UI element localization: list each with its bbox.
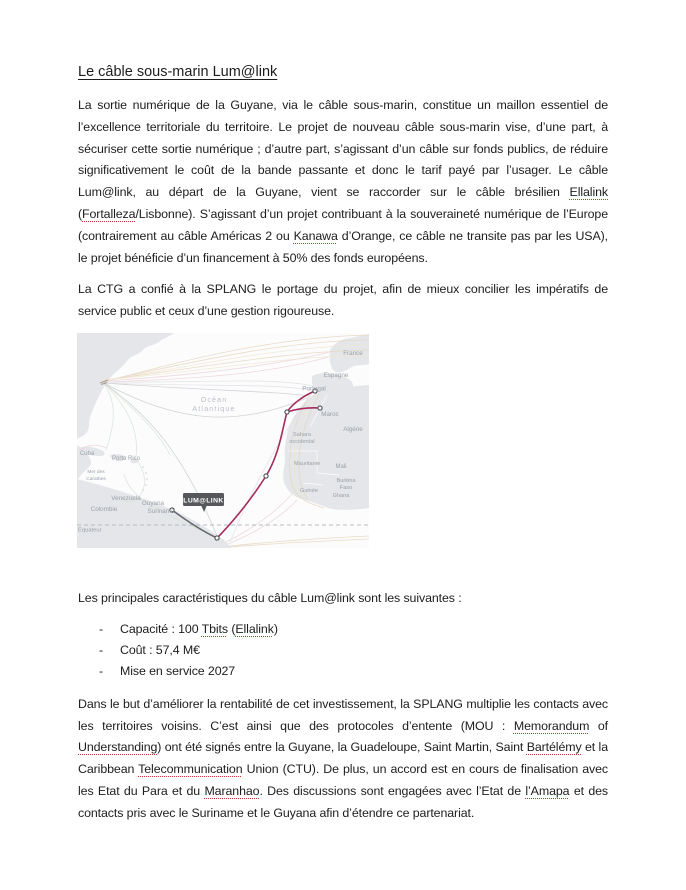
characteristics-intro: Les principales caractéristiques du câble Lum@link sont les suivantes :	[78, 590, 462, 605]
land-antilles-island	[145, 484, 147, 486]
text-run: La sortie numérique de la Guyane, via le câble sous-marin, constitue un maillon essentiel de l’excellence territoriale du territoire. Le projet de nouveau câble sous-marin vise, d’une part, à sécuriser cette sortie numérique ; d’autre part, s’agissant d’un câble sur fonds publics, de réduire significativement le coût de la bande passante et donc le tarif payé par l’usager. Le câble Lum@link, au départ de la Guyane, vient se raccorder sur le câble brésilien	[78, 98, 608, 200]
spellcheck-marked-text: Bartélémy	[526, 740, 582, 755]
map-label: Ghana	[332, 492, 350, 499]
document-title: Le câble sous-marin Lum@link	[78, 64, 278, 80]
map-label: occidental	[289, 438, 315, 445]
lumlink-badge-label: LUM@LINK	[183, 497, 224, 505]
map-label: Algérie	[343, 425, 363, 433]
list-item-text	[120, 640, 200, 661]
land-antilles-island	[146, 478, 148, 480]
map-label: Faso	[339, 484, 353, 491]
map-label: Mauritanie	[293, 460, 321, 467]
text-run: La CTG a confié à la SPLANG le portage du projet, afin de mieux concilier les impératifs de service public et ceux d’une gestion rigoureuse.	[78, 282, 608, 319]
text-run: /Lisbonne). S’agissant d’un projet contribuant à la souveraineté numérique de l’Europe (contrairement au câble Américas 2 ou	[78, 206, 608, 243]
map-label: Portugal	[302, 385, 326, 393]
map-label: Maroc	[321, 410, 339, 418]
paragraph-partnerships	[78, 694, 608, 825]
map-canvas	[77, 333, 369, 548]
map-label: Sahara	[292, 431, 312, 438]
text-run: . Des discussions sont engagées avec l’Etat de	[259, 783, 526, 798]
spellcheck-marked-text: Maranhao	[204, 783, 260, 798]
equator-label: Équateur	[78, 527, 102, 534]
map-label: Caraïbes	[86, 476, 106, 482]
map-label: Venezuela	[111, 494, 141, 502]
text-run: (	[78, 206, 83, 221]
map-label: France	[343, 349, 363, 357]
map-label: Espagne	[323, 371, 349, 379]
map-label: Mali	[335, 463, 347, 470]
list-item-cost	[78, 640, 608, 661]
map-label: Guyana	[141, 499, 165, 507]
text-run: of	[589, 718, 608, 733]
bullet-dash: -	[99, 621, 104, 636]
svg-text:Atlantique: Atlantique	[192, 405, 236, 413]
spellcheck-marked-text: Ellalink	[569, 185, 608, 200]
spellcheck-marked-text: Memorandum	[513, 718, 590, 733]
text-run: Dans le but d’améliorer la rentabilité de cet investissement, la SPLANG multiplie les contacts avec les territoires voisins. C’est ainsi que des protocoles d’entente (MOU :	[78, 696, 608, 733]
map-label: Suriname	[147, 507, 175, 515]
map-label: Guinée	[299, 487, 319, 494]
spellcheck-marked-text: Kanawa	[293, 228, 338, 243]
paragraph-ctg-splang	[78, 279, 608, 323]
submarine-cable-map	[77, 333, 608, 548]
map-label: Mer des	[87, 469, 105, 475]
svg-text:Océan: Océan	[200, 396, 228, 404]
text-run: et des contacts pris avec le Suriname et le Guyana afin d’étendre ce partenariat.	[78, 783, 608, 820]
map-label: Cuba	[79, 450, 95, 457]
list-item-service-date	[78, 661, 608, 682]
map-label: Porto Rico	[111, 455, 141, 462]
list-item-text	[120, 619, 278, 640]
spellcheck-marked-text: Tbits	[201, 621, 228, 636]
paragraph-intro-cable	[78, 95, 608, 269]
cable-node	[285, 410, 289, 414]
land-antilles-island	[145, 472, 147, 474]
text-run: Coût : 57,4 M€	[120, 642, 200, 657]
text-run: (	[227, 621, 236, 636]
bullet-dash: -	[99, 663, 104, 678]
list-item-capacity	[78, 619, 608, 640]
cable-node	[318, 406, 322, 410]
map-label: Colombie	[90, 505, 118, 513]
cable-node	[264, 474, 268, 478]
map-label: Burkina	[336, 477, 356, 484]
characteristics-list	[78, 619, 608, 682]
spellcheck-marked-text: Ellalink	[235, 621, 274, 636]
text-run: et la Caribbean	[78, 740, 608, 777]
land-antilles-island	[142, 466, 144, 468]
text-run: Union (CTU). De plus, un accord est en cours de finalisation avec les Etat du Para et du	[78, 762, 608, 798]
bullet-dash: -	[99, 642, 104, 657]
text-run: ) ont été signés entre la Guyane, la Guadeloupe, Saint Martin, Saint	[157, 740, 527, 755]
spellcheck-marked-text: Telecommunication	[138, 762, 243, 777]
text-run: )	[273, 621, 278, 636]
spellcheck-marked-text: Fortalleza	[82, 206, 136, 221]
cable-node	[215, 536, 219, 540]
text-run: Capacité : 100	[120, 621, 202, 636]
text-run: Mise en service 2027	[120, 663, 236, 678]
text-run: d’Orange, ce câble ne transite pas par les USA), le projet bénéficie d’un financement à 50% des fonds européens.	[78, 228, 608, 265]
list-item-text	[120, 661, 235, 682]
spellcheck-marked-text: l’Amapa	[525, 783, 570, 798]
spellcheck-marked-text: Understanding	[78, 740, 158, 755]
